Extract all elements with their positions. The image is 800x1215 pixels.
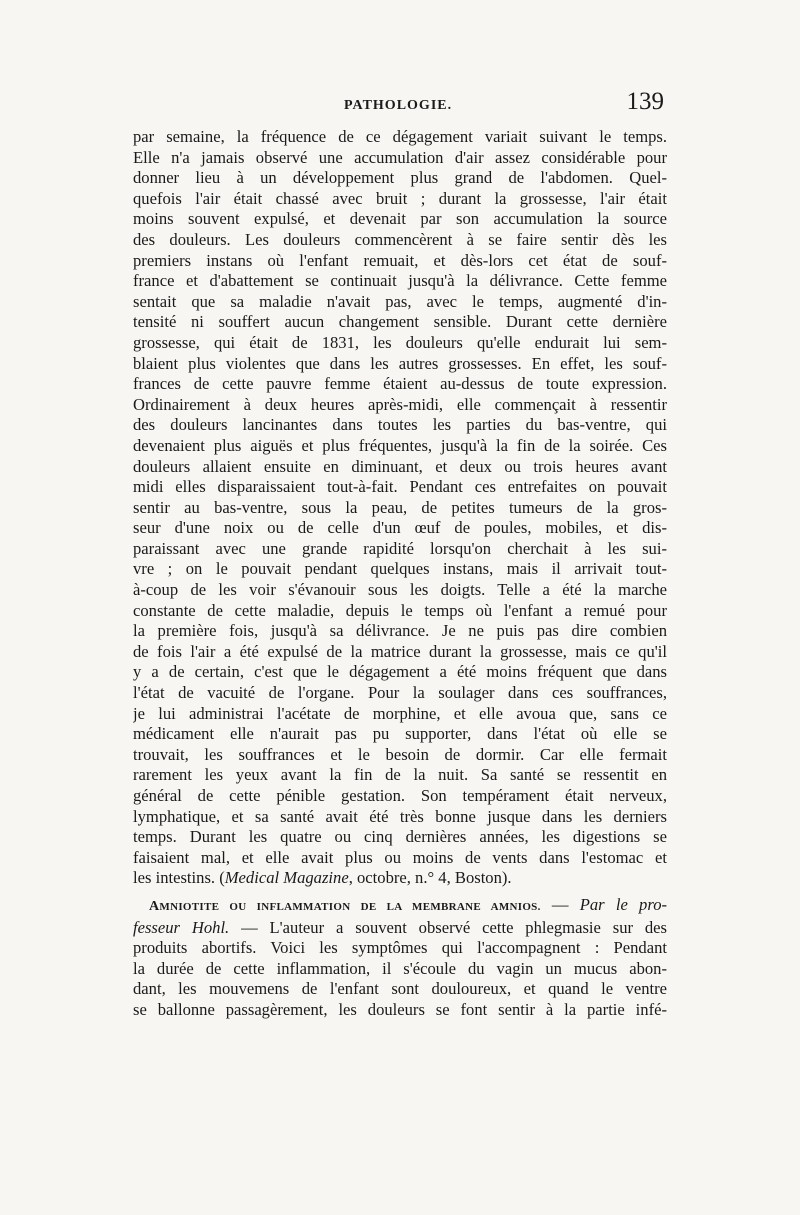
text-line: moins souvent expulsé, et devenait par son accumulation la source	[133, 209, 667, 229]
body-text	[133, 127, 667, 1021]
text-line: blaient plus violentes que dans les autres grossesses. En effet, les souf-	[133, 353, 667, 373]
text-line: tensité ni souffert aucun changement sensible. Durant cette dernière	[133, 312, 667, 332]
text-line: des douleurs. Les douleurs commencèrent à se faire sentir dès les	[133, 229, 667, 249]
paragraph-amniotite-body	[133, 938, 667, 1020]
text-line	[133, 918, 667, 939]
text-line: la première fois, jusqu'à sa délivrance. Je ne puis pas dire combien	[133, 621, 667, 641]
citation-prefix: les intestins. (	[133, 868, 225, 888]
text-line: Elle n'a jamais observé une accumulation d'air assez considérable pour	[133, 147, 667, 167]
text-line-citation	[133, 868, 667, 889]
text-line: lymphatique, et sa santé avait été très bonne jusque dans les derniers	[133, 806, 667, 826]
text-line: rarement les yeux avant la fin de la nuit. Sa santé se ressentit en	[133, 765, 667, 785]
citation-suffix: , octobre, n.° 4, Boston).	[348, 868, 512, 888]
text-line: y a de certain, c'est que le dégagement a été moins fréquent que dans	[133, 662, 667, 682]
text-line: donner lieu à un développement plus grand de l'abdomen. Quel-	[133, 168, 667, 188]
text-line: vre ; on le pouvait pendant quelques instans, mais il arrivait tout-	[133, 559, 667, 579]
text-line: je lui administrai l'acétate de morphine, et elle avoua que, sans ce	[133, 703, 667, 723]
text-line: sentait que sa maladie n'avait pas, avec le temps, augmenté d'in-	[133, 291, 667, 311]
text-line: produits abortifs. Voici les symptômes qui l'accompagnent : Pendant	[133, 938, 667, 958]
text-line: quefois l'air était chassé avec bruit ; durant la grossesse, l'air était	[133, 188, 667, 208]
section-title-initial: A	[149, 898, 160, 914]
text-line: france et d'abattement se continuait jusqu'à la délivrance. Cette femme	[133, 271, 667, 291]
text-line: la durée de cette inflammation, il s'écoule du vagin un mucus abon-	[133, 958, 667, 978]
text-line: seur d'une noix ou de celle d'un œuf de poules, mobiles, et dis-	[133, 518, 667, 538]
page-header	[134, 88, 668, 118]
text-line: des douleurs lancinantes dans toutes les parties du bas-ventre, qui	[133, 415, 667, 435]
page-number: 139	[626, 88, 664, 115]
text-line: devenaient plus aiguës et plus fréquentes, jusqu'à la fin de la soirée. Ces	[133, 435, 667, 455]
text-line: paraissant avec une grande rapidité lorsqu'on cherchait à les sui-	[133, 538, 667, 558]
text-line: général de cette pénible gestation. Son tempérament était nerveux,	[133, 786, 667, 805]
paragraph-amniotite	[133, 895, 667, 1021]
paragraph-medical-case	[133, 127, 667, 868]
text-line-rest: — L'auteur a souvent observé cette phlegmasie sur des	[229, 917, 667, 937]
text-line: douleurs allaient ensuite en diminuant, et deux ou trois heures avant	[133, 456, 667, 476]
running-head: PATHOLOGIE.	[344, 98, 453, 113]
author-attribution-a: Par le pro-	[579, 894, 667, 914]
text-line: sentir au bas-ventre, sous la peau, de petites tumeurs de la gros-	[133, 497, 667, 517]
citation-source: Medical Magazine	[224, 868, 349, 888]
text-line: faisaient mal, et elle avait plus ou moins de vents dans l'estomac et	[133, 847, 667, 867]
text-line: constante de cette maladie, depuis le temps où l'enfant a remué pour	[133, 600, 667, 620]
text-line: dant, les mouvemens de l'enfant sont douloureux, et quand le ventre	[133, 979, 667, 999]
text-line: médicament elle n'aurait pas pu supporter, dans l'état où elle se	[133, 724, 667, 744]
text-line: se ballonne passagèrement, les douleurs se font sentir à la partie infé-	[133, 999, 667, 1019]
section-title: MNIOTITE OU INFLAMMATION DE LA MEMBRANE AMNIOS.	[159, 900, 541, 913]
text-line: temps. Durant les quatre ou cinq dernières années, les digestions se	[133, 827, 667, 847]
text-line: Ordinairement à deux heures après-midi, elle commençait à ressentir	[133, 394, 667, 414]
section-title-line	[133, 895, 667, 918]
text-line: premiers instans où l'enfant remuait, et dès-lors cet état de souf-	[133, 250, 667, 270]
text-line: midi elles disparaissaient tout-à-fait. Pendant ces entrefaites on pouvait	[133, 477, 667, 497]
text-line: frances de cette pauvre femme étaient au-dessus de toute expression.	[133, 374, 667, 394]
text-line: par semaine, la fréquence de ce dégagement variait suivant le temps.	[133, 127, 667, 146]
text-line: à-coup de les voir s'évanouir sous les doigts. Telle a été la marche	[133, 580, 667, 600]
author-attribution-b: fesseur Hohl.	[133, 917, 230, 937]
text-line: l'état de vacuité de l'organe. Pour la soulager dans ces souffrances,	[133, 683, 667, 703]
text-line: trouvait, les souffrances et le besoin de dormir. Car elle fermait	[133, 744, 667, 764]
text-line: de fois l'air a été expulsé de la matrice durant la grossesse, mais ce qu'il	[133, 641, 667, 661]
title-dash: —	[540, 894, 580, 914]
text-line: grossesse, qui était de 1831, les douleurs qu'elle endurait lui sem-	[133, 332, 667, 352]
